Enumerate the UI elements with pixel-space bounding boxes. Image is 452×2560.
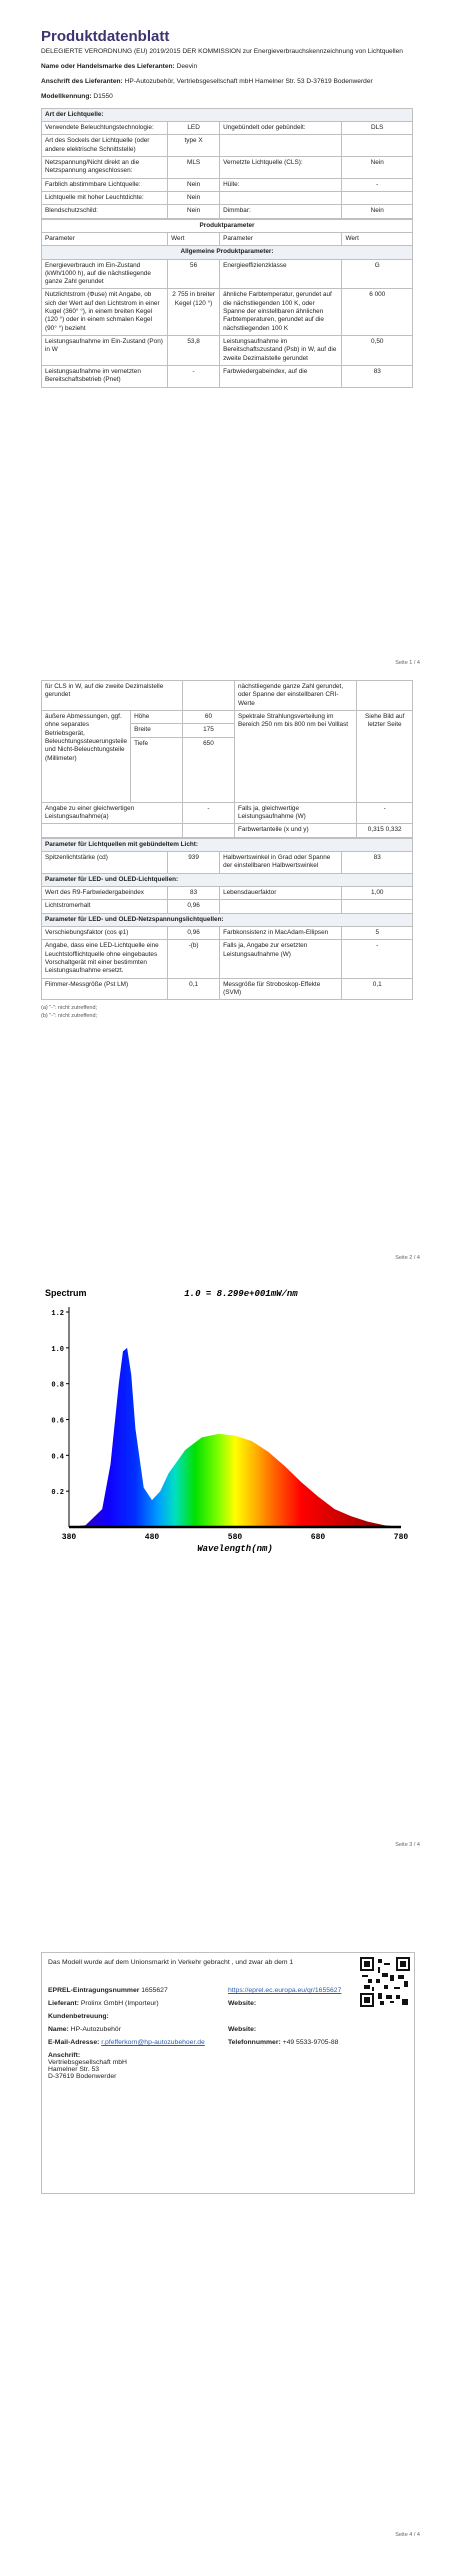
param-value: [342, 191, 413, 204]
name-row: [48, 2023, 408, 2036]
supplier-name-line: [41, 63, 413, 72]
type-header: Art der Lichtquelle:: [42, 108, 413, 121]
dim-value: 650: [183, 737, 235, 802]
param-value: type X: [168, 135, 220, 157]
param-value: Nein: [342, 156, 413, 178]
mains-header: Parameter für LED- und OLED-Netzspannungslichtquellen:: [42, 913, 413, 926]
param-label: Halbwertswinkel in Grad oder Spanne der einstellbaren Halbwertswinkel: [220, 851, 342, 873]
dim-value: 60: [183, 710, 235, 723]
y-tick-label: 0.8: [51, 1381, 64, 1390]
param-label: Wert des R9-Farbwiedergabeindex: [42, 886, 168, 899]
param-value: 53,8: [168, 336, 220, 366]
page-1: [41, 28, 413, 388]
table-row: [42, 121, 413, 134]
param-value: 939: [168, 851, 220, 873]
param-value: 1,00: [342, 886, 413, 899]
dim-label: Tiefe: [131, 737, 183, 802]
param-value: Nein: [168, 178, 220, 191]
email-link[interactable]: r.pfefferkorn@hp-autozubehoer.de: [101, 2039, 205, 2046]
param-value: 0,96: [168, 900, 220, 913]
table-row: [42, 336, 413, 366]
spectrum-svg: [41, 1282, 413, 1582]
params-table: [41, 219, 413, 388]
supplier-address: HP-Autozubehör, Vertriebsgesellschaft mbH Hamelner Str. 53 D-37619 Bodenwerder: [124, 77, 373, 85]
table-row: [42, 900, 413, 913]
x-tick-label: 580: [227, 1533, 243, 1542]
support-row: [48, 2010, 408, 2023]
param-value: 5: [342, 926, 413, 939]
phone-label: Telefonnummer:: [228, 2039, 281, 2046]
param-label: Verwendete Beleuchtungstechnologie:: [42, 121, 168, 134]
y-tick-label: 0.2: [51, 1489, 64, 1498]
col-param-2: Parameter: [220, 232, 342, 245]
param-value: -: [168, 366, 220, 388]
market-intro: Das Modell wurde auf dem Unionsmarkt in Verkehr gebracht , und zwar ab dem 1: [48, 1959, 294, 1966]
param-label: Leistungsaufnahme im Bereitschaftszustand (Psb) in W, auf die zweite Dezimalstelle gerundet: [220, 336, 342, 366]
x-tick-label: 380: [61, 1533, 77, 1542]
param-label: Spitzenlichtstärke (cd): [42, 851, 168, 873]
param-label: Energieverbrauch im Ein-Zustand (kWh/1000 h), auf die nächstliegende ganze Zahl gerundet: [42, 259, 168, 289]
param-value: 0,1: [342, 978, 413, 1000]
spectrum-area: [69, 1348, 401, 1527]
dim-label: Höhe: [131, 710, 183, 723]
y-tick-label: 1.0: [51, 1345, 64, 1354]
table-row: [42, 259, 413, 289]
supplier-row: [48, 1997, 408, 2010]
param-label: [220, 191, 342, 204]
address-line: Hamelner Str. 53: [48, 2066, 99, 2073]
param-label: Ungebündelt oder gebündelt:: [220, 121, 342, 134]
address-line: D-37619 Bodenwerder: [48, 2073, 117, 2080]
param-value: 0,96: [168, 926, 220, 939]
eprel-link[interactable]: https://eprel.ec.europa.eu/qr/1655627: [228, 1987, 342, 1994]
spectrum-chart: [41, 1282, 413, 1582]
param-value: LED: [168, 121, 220, 134]
param-value: [183, 824, 235, 837]
model-label: Modellkennung:: [41, 92, 92, 100]
table-row: [42, 156, 413, 178]
type-table: [41, 108, 413, 219]
page-number: Seite 2 / 4: [395, 1255, 420, 1261]
param-value: MLS: [168, 156, 220, 178]
param-value: DLS: [342, 121, 413, 134]
param-label: Lichtstromerhalt: [42, 900, 168, 913]
y-tick-label: 0.6: [51, 1417, 64, 1426]
table-row: [42, 978, 413, 1000]
spectral-value: Siehe Bild auf letzter Seite: [357, 710, 413, 802]
x-tick-label: 780: [393, 1533, 409, 1542]
param-label: Messgröße für Stroboskop-Effekte (SVM): [220, 978, 342, 1000]
qr-code-icon: [360, 1957, 410, 2007]
param-value: 2 755 in breiter Kegel (120 °): [168, 289, 220, 336]
param-label: für CLS in W, auf die zweite Dezimalstelle gerundet: [42, 681, 183, 711]
param-label: Vernetzte Lichtquelle (CLS):: [220, 156, 342, 178]
dimensions-label: äußere Abmessungen, ggf. ohne separates Betriebsgerät, Beleuchtungssteuerungsteile und Nicht-Beleuchtungsteile (Millimeter): [42, 710, 131, 802]
param-value: -: [357, 802, 413, 824]
param-label: Nutzlichtstrom (Φuse) mit Angabe, ob sich der Wert auf den Lichtstrom in einer Kugel (360° °), in einem breiten Kegel (120 °) oder in einem schmalen Kegel (90° °) bezieht: [42, 289, 168, 336]
param-value: 83: [342, 366, 413, 388]
table-row: [42, 205, 413, 218]
table-row: [42, 366, 413, 388]
directional-header: Parameter für Lichtquellen mit gebündeltem Licht:: [42, 838, 413, 851]
params-table-continued: [41, 680, 413, 838]
table-row: [42, 851, 413, 873]
param-value: 83: [168, 886, 220, 899]
page-number: Seite 3 / 4: [395, 1842, 420, 1848]
page-4-box: [41, 1952, 415, 2194]
page-2: [41, 680, 413, 1021]
param-value: 56: [168, 259, 220, 289]
param-label: Netzspannung/Nicht direkt an die Netzspannung angeschlossen:: [42, 156, 168, 178]
param-value: 83: [342, 851, 413, 873]
param-label: Lebensdauerfaktor: [220, 886, 342, 899]
supplier-address-label: Anschrift des Lieferanten:: [41, 77, 123, 85]
col-value-2: Wert: [342, 232, 413, 245]
param-value: Nein: [342, 205, 413, 218]
param-label: Hülle:: [220, 178, 342, 191]
address-line: Vertriebsgesellschaft mbH: [48, 2059, 127, 2066]
chart-title: 1.0 = 8.299e+001mW/nm: [184, 1289, 298, 1299]
param-value: 6 000: [342, 289, 413, 336]
eprel-value: 1655627: [141, 1987, 168, 1994]
eprel-label: EPREL-Eintragungsnummer: [48, 1987, 140, 1994]
table-row: [42, 191, 413, 204]
model-value: D1550: [93, 92, 113, 100]
param-label: Verschiebungsfaktor (cos φ1): [42, 926, 168, 939]
param-label: Art des Sockels der Lichtquelle (oder andere elektrische Schnittstelle): [42, 135, 168, 157]
param-value: Nein: [168, 205, 220, 218]
supplier-name: Deevin: [176, 62, 198, 70]
param-label: [220, 900, 342, 913]
table-row: [42, 926, 413, 939]
footnote: (a) "-": nicht zutreffend;: [41, 1005, 98, 1012]
supplier-name-label: Name oder Handelsmarke des Lieferanten:: [41, 62, 175, 70]
param-label: nächstliegende ganze Zahl gerundet, oder Spanne der einstellbaren CRI-Werte: [234, 681, 356, 711]
address-label: Anschrift:: [48, 2052, 81, 2059]
directional-table: [41, 838, 413, 1001]
footnotes: [41, 1004, 413, 1021]
param-label: Energieeffizienzklasse: [220, 259, 342, 289]
dim-label: Breite: [131, 724, 183, 737]
param-value: -: [342, 178, 413, 191]
name-value: HP-Autozubehör: [70, 2026, 121, 2033]
param-label: Blendschutzschild:: [42, 205, 168, 218]
param-value: -: [183, 802, 235, 824]
x-tick-label: 480: [144, 1533, 160, 1542]
param-value: 0,1: [168, 978, 220, 1000]
table-row: [42, 802, 413, 824]
regulation-text: DELEGIERTE VERORDNUNG (EU) 2019/2015 DER KOMMISSION zur Energieverbrauchskennzeichnung von Lichtquellen: [41, 48, 403, 55]
param-label: Farblich abstimmbare Lichtquelle:: [42, 178, 168, 191]
param-value: [183, 681, 235, 711]
lieferant-label: Lieferant:: [48, 2000, 79, 2007]
y-tick-label: 0.4: [51, 1453, 64, 1462]
param-value: [342, 135, 413, 157]
param-value: [357, 681, 413, 711]
phone-value: +49 5533-9705-88: [282, 2039, 339, 2046]
email-label: E-Mail-Adresse:: [48, 2039, 100, 2046]
supplier-address-line: [41, 78, 413, 87]
param-label: Dimmbar:: [220, 205, 342, 218]
table-row: [42, 135, 413, 157]
address-row: [48, 2049, 408, 2083]
param-label: Angabe, dass eine LED-Lichtquelle eine Leuchtstofflichtquelle ohne eingebautes Vorschaltgerät mit einer bestimmten Leistungsaufnahme ersetzt.: [42, 940, 168, 978]
model-line: [41, 93, 413, 102]
y-axis-label: Spectrum: [45, 1288, 87, 1298]
general-header: Allgemeine Produktparameter:: [42, 246, 413, 259]
param-label: Flimmer-Messgröße (Pst LM): [42, 978, 168, 1000]
website-label: Website:: [228, 2000, 257, 2007]
param-label: Farbwiedergabeindex, auf die: [220, 366, 342, 388]
x-tick-label: 680: [310, 1533, 326, 1542]
param-label: Falls ja, gleichwertige Leistungsaufnahme (W): [234, 802, 356, 824]
param-label: Lichtquelle mit hoher Leuchtdichte:: [42, 191, 168, 204]
table-row: [42, 681, 413, 711]
col-value: Wert: [168, 232, 220, 245]
param-label: Angabe zu einer gleichwertigen Leistungsaufnahme(a): [42, 802, 183, 824]
param-value: -: [342, 940, 413, 978]
lieferant-value: Prolinx GmbH (Importeur): [80, 2000, 159, 2007]
param-value: -(b): [168, 940, 220, 978]
param-label: Falls ja, Angabe zur ersetzten Leistungsaufnahme (W): [220, 940, 342, 978]
table-row: [42, 940, 413, 978]
param-label: ähnliche Farbtemperatur, gerundet auf die nächstliegenden 100 K, oder Spanne der einstellbaren ähnlichen Farbtemperaturen, gerundet auf die nächstliegenden 100 K: [220, 289, 342, 336]
spectral-label: Spektrale Strahlungsverteilung im Bereich 250 nm bis 800 nm bei Volllast: [234, 710, 356, 802]
param-value: Nein: [168, 191, 220, 204]
page-number: Seite 4 / 4: [395, 2532, 420, 2538]
page-number: Seite 1 / 4: [395, 660, 420, 666]
x-axis-label: Wavelength(nm): [197, 1544, 273, 1554]
table-row: [42, 886, 413, 899]
param-value: G: [342, 259, 413, 289]
table-row: [42, 289, 413, 336]
table-row: [42, 824, 413, 837]
col-param: Parameter: [42, 232, 168, 245]
param-label: Farbkonsistenz in MacAdam-Ellipsen: [220, 926, 342, 939]
website2-label: Website:: [228, 2026, 257, 2033]
param-value: 0,315 0,332: [357, 824, 413, 837]
eprel-row: [48, 1984, 408, 1997]
contact-row: [48, 2036, 408, 2049]
param-label: [220, 135, 342, 157]
led-header: Parameter für LED- und OLED-Lichtquellen:: [42, 873, 413, 886]
param-value: 0,50: [342, 336, 413, 366]
page-title: Produktdatenblatt: [41, 28, 170, 45]
param-label: [42, 824, 183, 837]
table-row: [42, 178, 413, 191]
param-value: [342, 900, 413, 913]
param-label: Farbwertanteile (x und y): [234, 824, 356, 837]
footnote: (b) "-": nicht zutreffend;: [41, 1013, 98, 1020]
params-header: Produktparameter: [42, 219, 413, 232]
dim-value: 175: [183, 724, 235, 737]
kundenbetreuung-label: Kundenbetreuung:: [48, 2013, 109, 2020]
param-label: Leistungsaufnahme im vernetzten Bereitschaftsbetrieb (Pnet): [42, 366, 168, 388]
param-label: Leistungsaufnahme im Ein-Zustand (Pon) in W: [42, 336, 168, 366]
y-tick-label: 1.2: [51, 1310, 64, 1318]
name-label: Name:: [48, 2026, 69, 2033]
